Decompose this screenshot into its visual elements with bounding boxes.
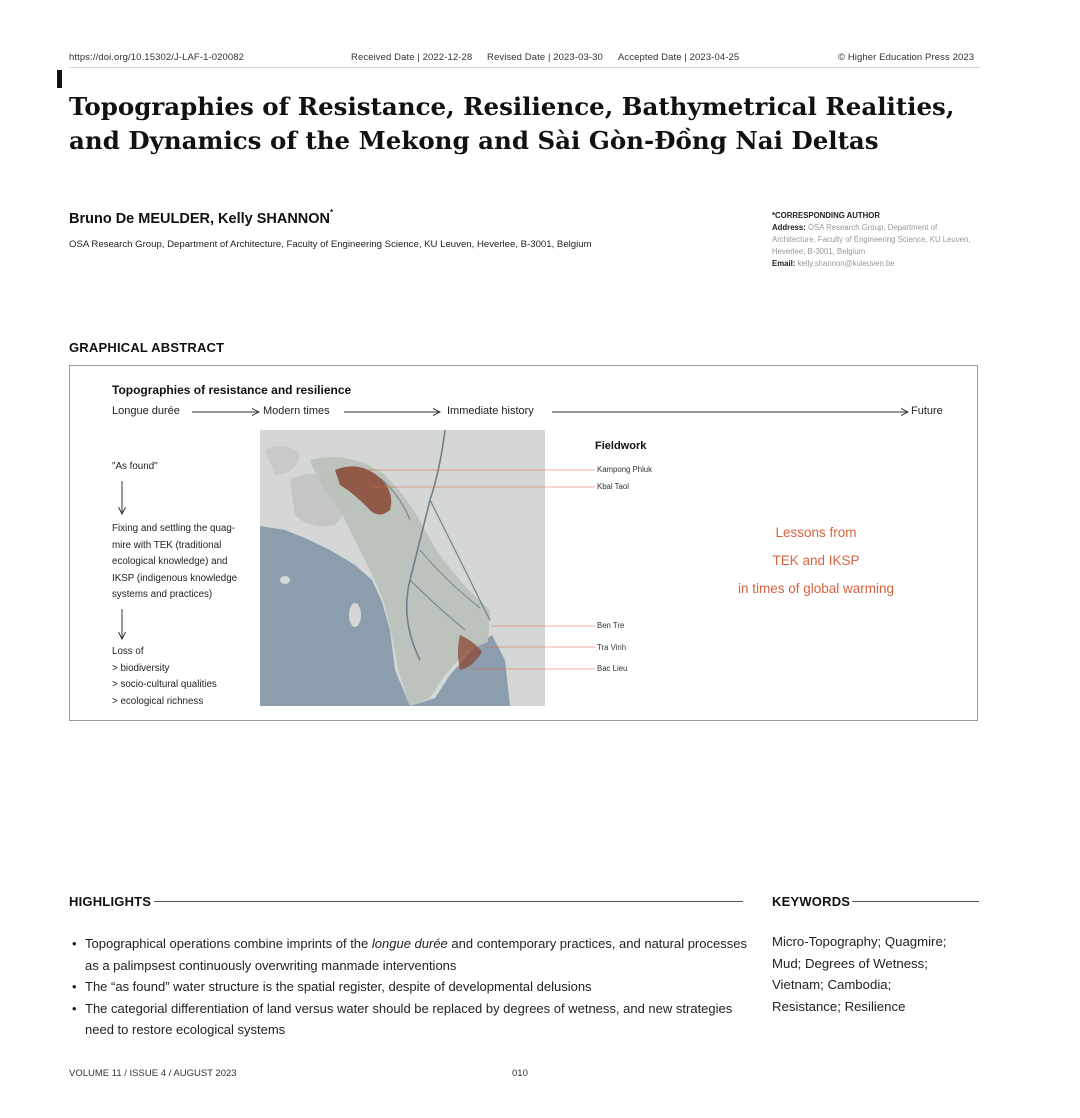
place-kbal-taol: Kbal Taol [597, 482, 629, 491]
fieldwork-label: Fieldwork [595, 440, 647, 452]
highlight-item [72, 933, 752, 976]
keyword-line: Vietnam; Cambodia; [772, 977, 892, 993]
keywords-rule [852, 901, 979, 902]
fixing-text [112, 521, 237, 604]
fixing-line: mire with TEK (traditional [112, 539, 222, 551]
highlight-item [72, 998, 752, 1041]
address-text: OSA Research Group, Department of Architecture, Faculty of Engineering Science, KU Leuven, Heverlee, B-3001, Belgium [772, 223, 971, 256]
highlight-text: The categorial differentiation of land versus water should be replaced by degrees of wetness, and new strategies need to restore ecological systems [85, 1000, 733, 1037]
loss-line: > biodiversity [112, 662, 170, 674]
loss-line: Loss of [112, 646, 144, 657]
doi-link[interactable]: https://doi.org/10.15302/J-LAF-1-020082 [69, 52, 245, 63]
loss-line: > socio-cultural qualities [112, 679, 217, 690]
fixing-line: IKSP (indigenous knowledge [112, 572, 238, 584]
fixing-line: ecological knowledge) and [112, 556, 228, 567]
place-tra-vinh: Tra Vinh [597, 643, 627, 652]
highlights-list [72, 933, 752, 1041]
loss-list [112, 644, 217, 710]
timeline-immediate-history: Immediate history [447, 405, 534, 417]
lessons-line-1: Lessons from [775, 525, 857, 540]
keyword-line: Resistance; Resilience [772, 998, 906, 1014]
keywords-heading: KEYWORDS [772, 894, 851, 909]
ga-title: Topographies of resistance and resilience [112, 383, 352, 397]
revised-date: Revised Date | 2023-03-30 [487, 52, 603, 63]
fixing-line: Fixing and settling the quag- [112, 523, 236, 534]
keywords-list [772, 931, 982, 1017]
timeline-longue-duree: Longue durée [112, 405, 180, 417]
corresponding-title: *CORRESPONDING AUTHOR [772, 211, 881, 220]
timeline-future: Future [911, 405, 943, 417]
address-label: Address: [772, 223, 806, 232]
volume-info: VOLUME 11 / ISSUE 4 / AUGUST 2023 [69, 1068, 237, 1079]
lessons-line-3: in times of global warming [737, 581, 895, 596]
title-line-1: Topographies of Resistance, Resilience, Bathymetrical Realities, [69, 92, 955, 121]
keyword-line: Micro-Topography; Quagmire; [772, 934, 947, 949]
affiliation: OSA Research Group, Department of Architecture, Faculty of Engineering Science, KU Leuven, Heverlee, B-3001, Belgium [69, 239, 592, 250]
timeline-modern-times: Modern times [263, 405, 330, 417]
keyword-line: Mud; Degrees of Wetness; [772, 955, 928, 971]
corresponding-mark: * [330, 208, 334, 217]
highlight-text: The “as found” water structure is the spatial register, despite of developmental delusions [85, 979, 592, 994]
place-kampong-phluk: Kampong Phluk [597, 465, 653, 474]
highlight-text: and contemporary practices, and natural processes as a palimpsest continuously overwriting manmade interventions [85, 936, 747, 973]
highlight-italic: longue durée [371, 936, 448, 951]
accepted-date: Accepted Date | 2023-04-25 [618, 52, 740, 63]
email-label: Email: [772, 259, 796, 268]
fixing-line: systems and practices) [112, 589, 213, 600]
page-number: 010 [512, 1068, 528, 1079]
as-found-label: "As found" [112, 461, 158, 472]
title-line-2: and Dynamics of the Mekong and Sài Gòn-Đồng Nai Deltas [69, 126, 879, 155]
loss-line: > ecological richness [112, 695, 204, 707]
place-ben-tre: Ben Tre [597, 621, 625, 630]
highlights-heading: HIGHLIGHTS [69, 894, 152, 909]
mekong-delta-map [260, 430, 545, 706]
email-text[interactable]: kelly.shannon@kuleuven.be [797, 259, 895, 268]
received-date: Received Date | 2022-12-28 [351, 52, 473, 63]
map-leader-lines [545, 430, 595, 706]
publisher-copyright: © Higher Education Press 2023 [838, 52, 975, 63]
highlight-text: Topographical operations combine imprints of the [85, 936, 372, 951]
author-names: Bruno De MEULDER, Kelly SHANNON [69, 210, 331, 227]
lessons-line-2: TEK and IKSP [772, 553, 860, 568]
graphical-abstract-heading: GRAPHICAL ABSTRACT [69, 340, 225, 355]
highlights-rule [154, 901, 743, 902]
highlight-item [72, 976, 752, 998]
place-bac-lieu: Bac Lieu [597, 664, 628, 673]
